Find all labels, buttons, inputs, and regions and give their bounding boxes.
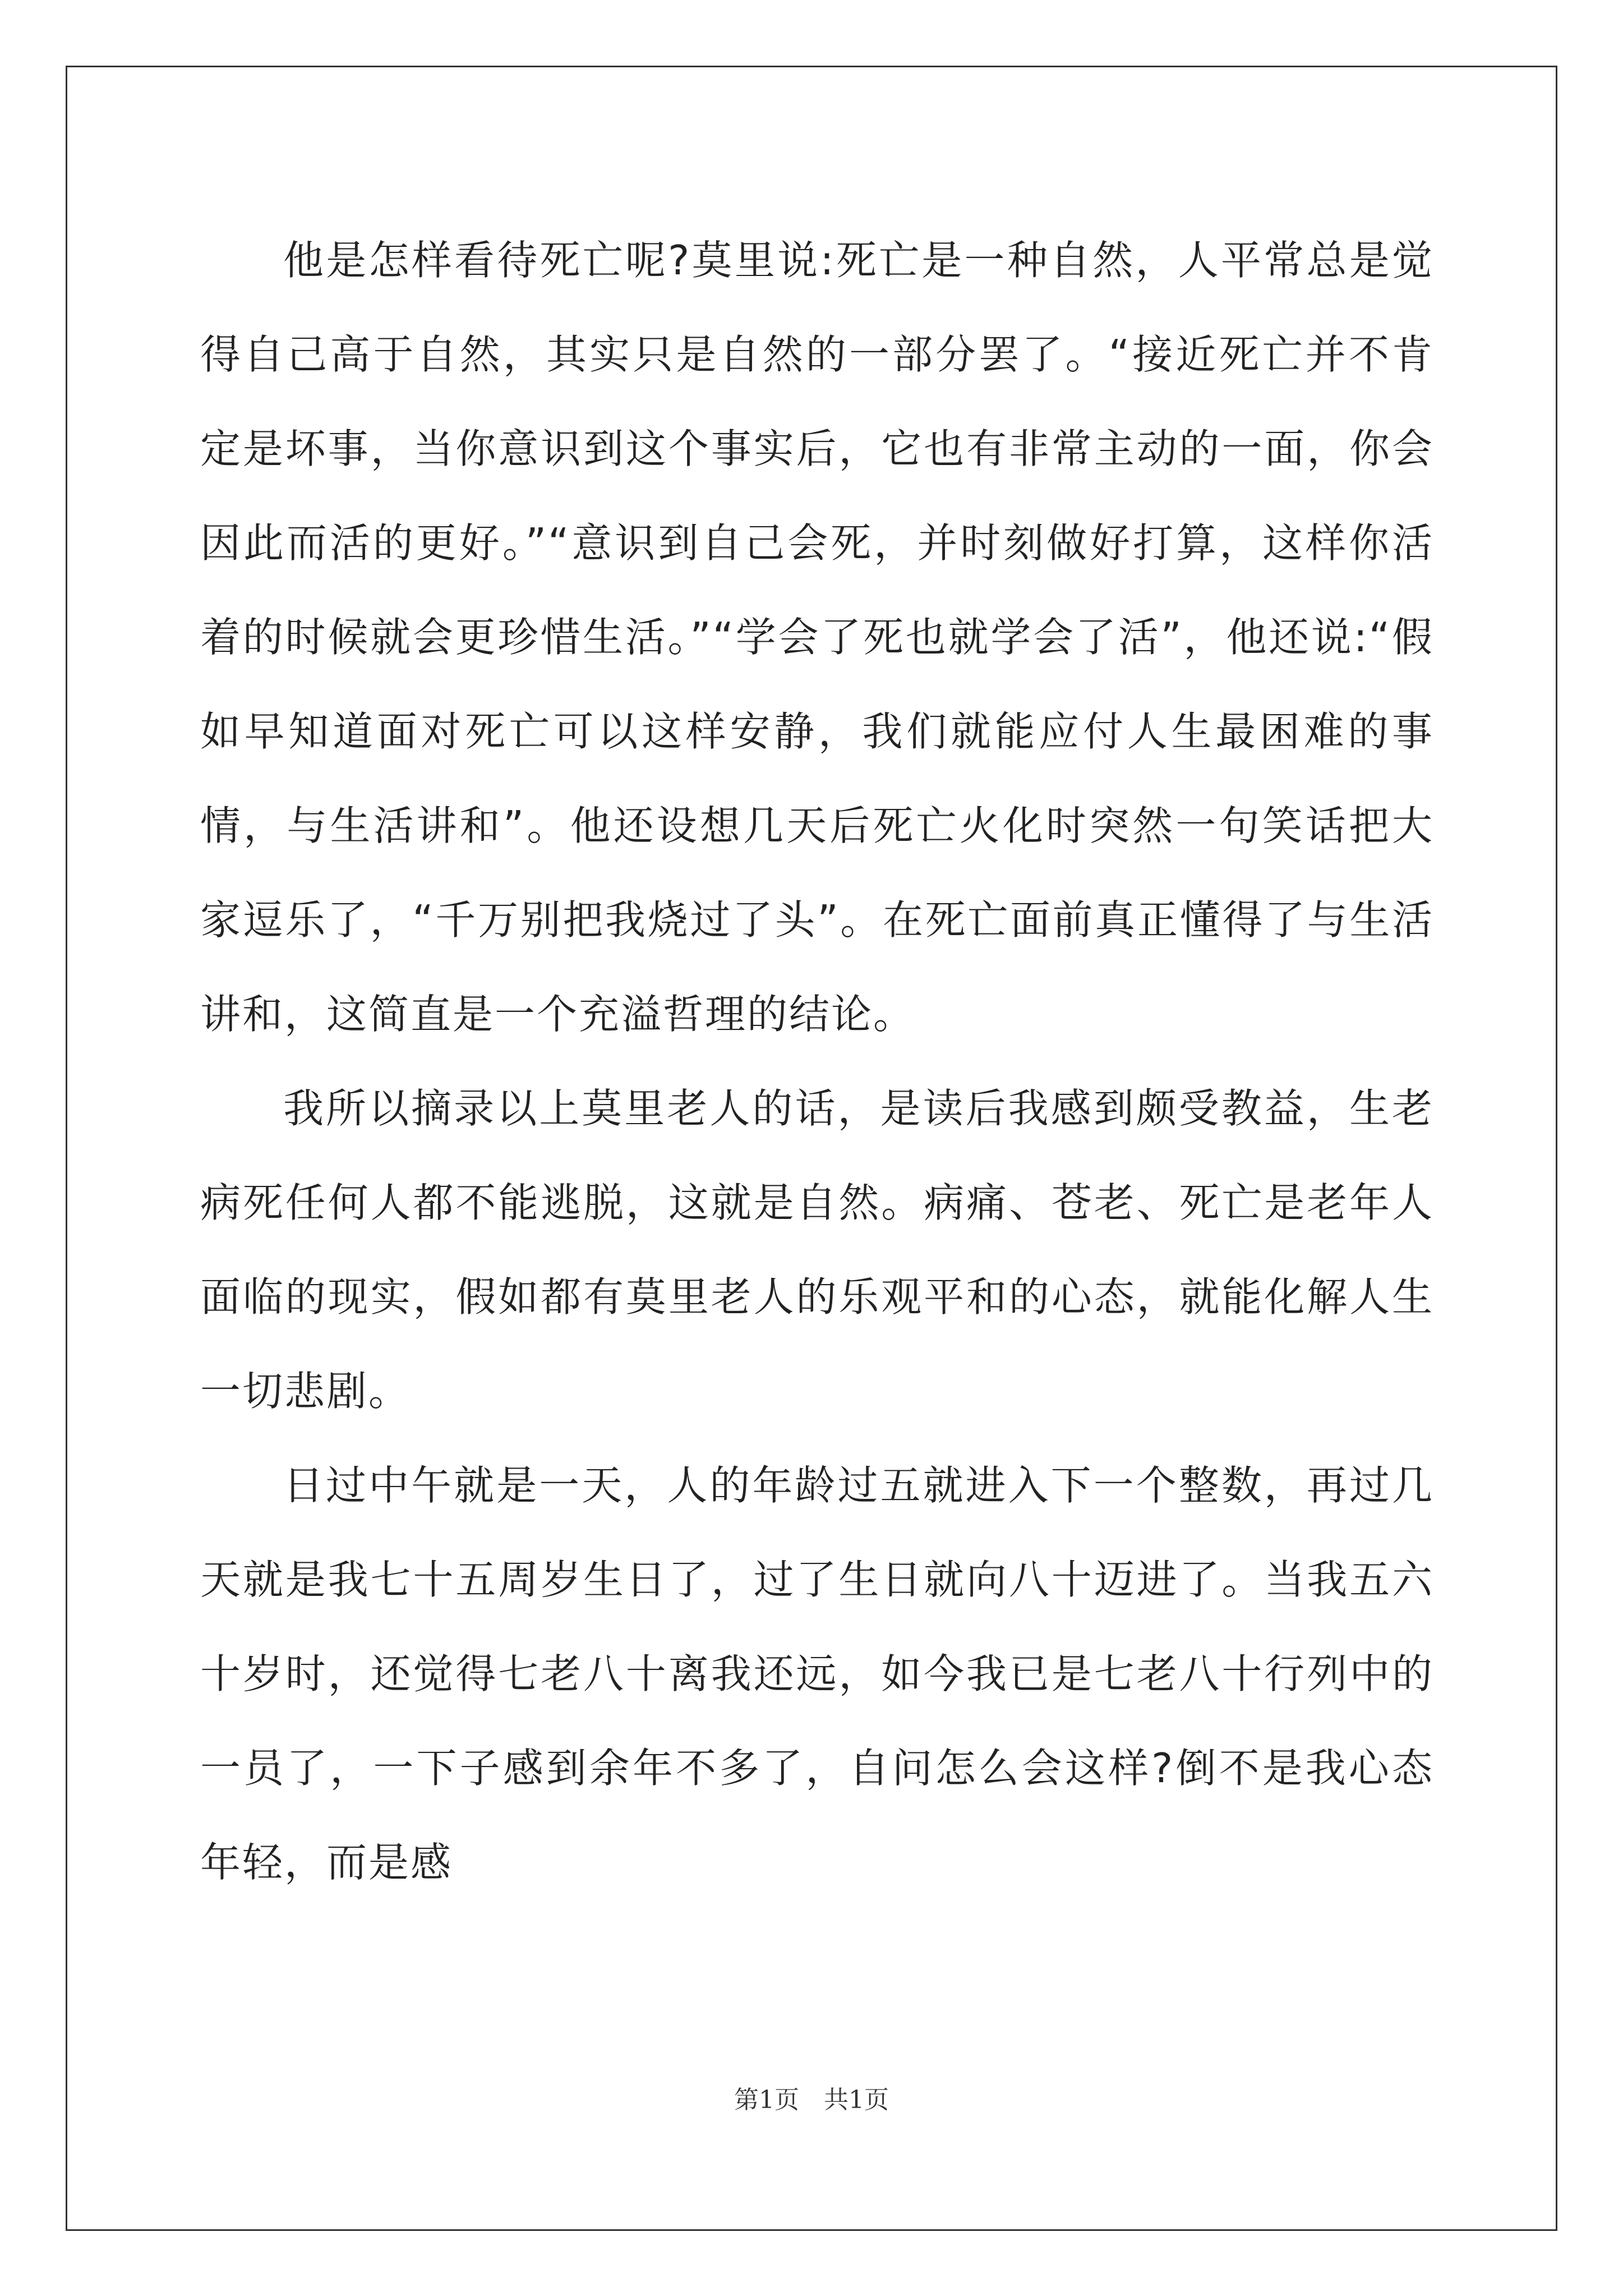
paragraph-2: 我所以摘录以上莫里老人的话，是读后我感到颇受教益，生老病死任何人都不能逃脱，这就是自然。病痛、苍老、死亡是老年人面临的现实，假如都有莫里老人的乐观平和的心态，就能化解人生一切悲剧。 [200, 1085, 1434, 1415]
document-body [200, 213, 1434, 1910]
paragraph-3: 日过中午就是一天，人的年龄过五就进入下一个整数，再过几天就是我七十五周岁生日了，过了生日就向八十迈进了。当我五六十岁时，还觉得七老八十离我还远，如今我已是七老八十行列中的一员了，一下子感到余年不多了，自问怎么会这样?倒不是我心态年轻，而是感 [200, 1462, 1434, 1886]
page-footer: 第1页 共1页 [734, 2086, 889, 2114]
paragraph-1: 他是怎样看待死亡呢?莫里说:死亡是一种自然，人平常总是觉得自己高于自然，其实只是自然的一部分罢了。“接近死亡并不肯定是坏事，当你意识到这个事实后，它也有非常主动的一面，你会因此而活的更好。”“意识到自己会死，并时刻做好打算，这样你活着的时候就会更珍惜生活。”“学会了死也就学会了活”，他还说:“假如早知道面对死亡可以这样安静，我们就能应付人生最困难的事情，与生活讲和”。他还设想几天后死亡火化时突然一句笑话把大家逗乐了，“千万别把我烧过了头”。在死亡面前真正懂得了与生活讲和，这简直是一个充溢哲理的结论。 [200, 237, 1434, 1038]
